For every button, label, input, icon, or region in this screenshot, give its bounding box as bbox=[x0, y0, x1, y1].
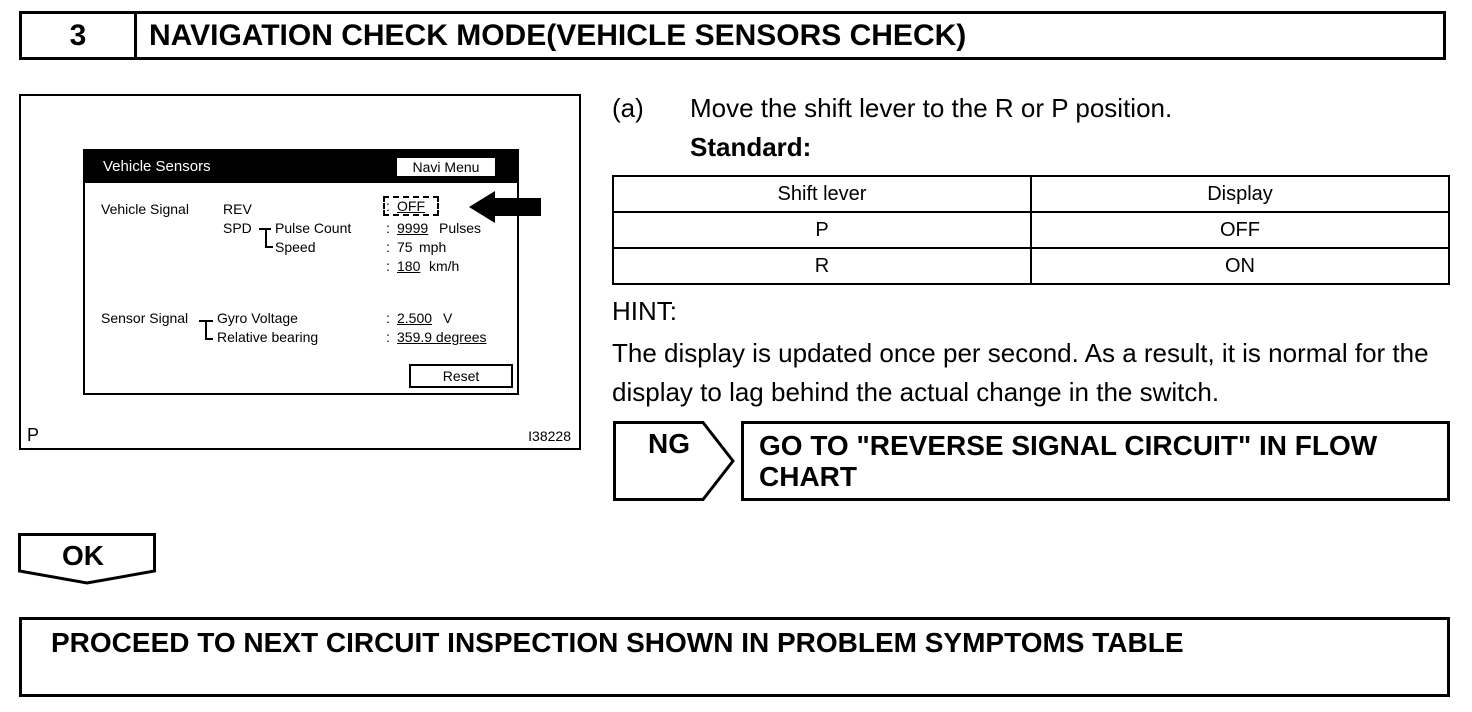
instruction-text: Move the shift lever to the R or P position. bbox=[690, 93, 1173, 123]
table-row bbox=[613, 212, 1449, 248]
speed-label: Speed bbox=[275, 239, 316, 255]
pulse-value: 9999 bbox=[397, 220, 429, 236]
rev-colon: : bbox=[386, 198, 390, 214]
pointer-arrow-icon bbox=[469, 191, 541, 223]
vehicle-signal-label: Vehicle Signal bbox=[101, 201, 189, 217]
step-title: NAVIGATION CHECK MODE(VEHICLE SENSORS CHECK) bbox=[149, 18, 967, 52]
step-header bbox=[19, 11, 1446, 60]
sensor-signal-label: Sensor Signal bbox=[101, 310, 189, 326]
table-header-cell: Shift lever bbox=[613, 176, 1031, 212]
gyro-value: 2.500 bbox=[397, 310, 433, 326]
table-header-row bbox=[613, 176, 1449, 212]
hint-text: The display is updated once per second. As a result, it is normal for the display to lag behind the actual change in the switch. bbox=[612, 338, 1429, 407]
speed-mph-unit: mph bbox=[419, 239, 447, 255]
bearing-colon: : bbox=[386, 329, 390, 345]
ng-label: NG bbox=[648, 428, 690, 459]
table-cell: R bbox=[613, 248, 1031, 284]
proceed-box: PROCEED TO NEXT CIRCUIT INSPECTION SHOWN IN PROBLEM SYMPTOMS TABLE bbox=[19, 617, 1450, 697]
relative-bearing-label: Relative bearing bbox=[217, 329, 319, 345]
sensor-bracket-foot bbox=[205, 338, 213, 340]
spd-label: SPD bbox=[223, 220, 252, 236]
figure-id: I38228 bbox=[528, 428, 571, 444]
pulse-count-label: Pulse Count bbox=[275, 220, 352, 236]
pulse-colon: : bbox=[386, 220, 390, 236]
screen-illustration bbox=[19, 94, 581, 450]
gyro-voltage-label: Gyro Voltage bbox=[217, 310, 298, 326]
screen-title: Vehicle Sensors bbox=[103, 158, 211, 175]
rev-value: OFF bbox=[397, 198, 425, 214]
standard-label: Standard: bbox=[690, 132, 812, 162]
rev-label: REV bbox=[223, 201, 252, 217]
gyro-colon: : bbox=[386, 310, 390, 326]
mph-colon: : bbox=[386, 239, 390, 255]
table-row bbox=[613, 248, 1449, 284]
table-cell: ON bbox=[1031, 248, 1449, 284]
sensor-bracket-v bbox=[205, 320, 207, 339]
hint-label: HINT: bbox=[612, 296, 677, 326]
reset-button[interactable]: Reset bbox=[409, 364, 513, 388]
standard-table bbox=[612, 175, 1450, 285]
vehicle-sensors-screen bbox=[83, 149, 519, 395]
table-cell: P bbox=[613, 212, 1031, 248]
gyro-unit: V bbox=[443, 310, 453, 326]
ng-action-box: GO TO "REVERSE SIGNAL CIRCUIT" IN FLOW CHART bbox=[741, 421, 1450, 501]
spd-bracket-v bbox=[265, 228, 267, 247]
kmh-colon: : bbox=[386, 258, 390, 274]
navi-menu-button[interactable]: Navi Menu bbox=[395, 156, 497, 178]
step-number: 3 bbox=[22, 14, 137, 57]
table-header-cell: Display bbox=[1031, 176, 1449, 212]
table-cell: OFF bbox=[1031, 212, 1449, 248]
bearing-value: 359.9 degrees bbox=[397, 329, 487, 345]
speed-kmh-unit: km/h bbox=[429, 258, 460, 274]
speed-mph-value: 75 bbox=[397, 239, 413, 255]
pulse-unit: Pulses bbox=[439, 220, 482, 236]
speed-kmh-value: 180 bbox=[397, 258, 421, 274]
instruction-label: (a) bbox=[612, 93, 644, 123]
screen-titlebar bbox=[85, 151, 517, 183]
figure-corner-label: P bbox=[27, 425, 40, 445]
spd-bracket-foot bbox=[265, 246, 273, 248]
ok-label: OK bbox=[62, 540, 104, 571]
